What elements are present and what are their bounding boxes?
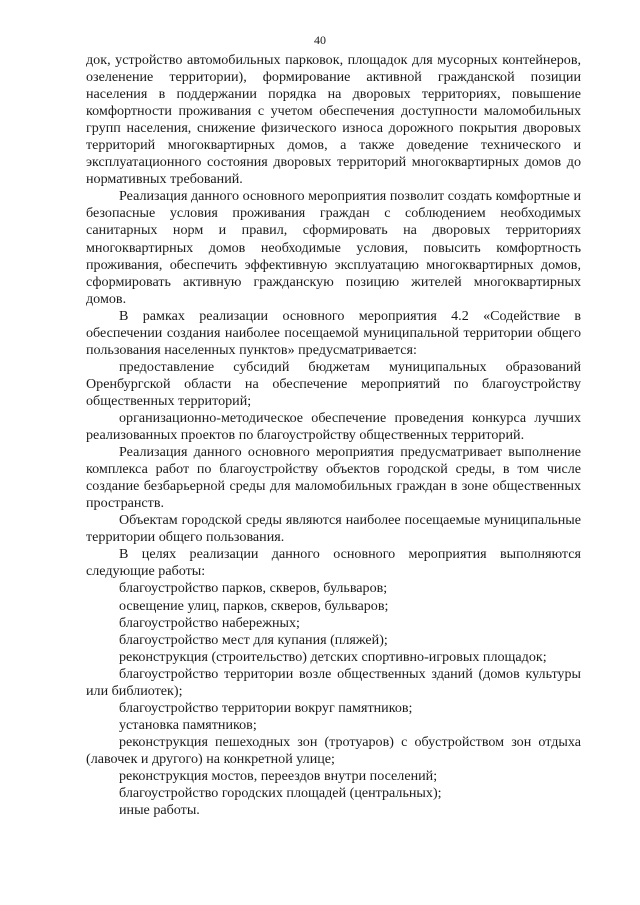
list-item: благоустройство парков, скверов, бульваров; (119, 580, 388, 597)
paragraph: В рамках реализации основного мероприятия 4.2 «Содействие в обеспечении создания наиболее посещаемой муниципальной территории общего пользования населенных пунктов» предусматривается: (86, 307, 581, 358)
paragraph: док, устройство автомобильных парковок, площадок для мусорных контейнеров, озеленение территории), формирование активной гражданской позиции населения в поддержании порядка на дворовых территориях, повышение комфортности проживания с учетом обеспечения доступности маломобильных групп населения, снижение физического износа дорожного покрытия дворовых территорий многоквартирных домов, а также доведение технического и эксплуатационного состояния дворовых территорий многоквартирных домов до нормативных требований. (86, 52, 581, 188)
list-item: освещение улиц, парков, скверов, бульваров; (119, 597, 389, 614)
list-item: благоустройство городских площадей (центральных); (119, 785, 442, 802)
list-item: благоустройство мест для купания (пляжей); (119, 631, 388, 648)
paragraph: В целях реализации данного основного мероприятия выполняются следующие работы: (86, 546, 581, 580)
paragraph: организационно-методическое обеспечение проведения конкурса лучших реализованных проектов по благоустройству общественных территорий. (86, 409, 581, 444)
work-list (86, 580, 581, 819)
list-item: благоустройство территории возле общественных зданий (домов культуры или библиотек); (86, 665, 581, 699)
page-number: 40 (314, 33, 326, 47)
paragraph: Реализация данного основного мероприятия позволит создать комфортные и безопасные условия проживания граждан с соблюдением необходимых санитарных норм и правил, сформировать на дворовых территориях многоквартирных домов необходимые условия, повысить комфортность проживания, обеспечить эффективную эксплуатацию многоквартирных домов, сформировать активную гражданскую позицию жителей многоквартирных домов. (86, 188, 581, 307)
list-item: установка памятников; (119, 716, 257, 733)
list-item: реконструкция мостов, переездов внутри поселений; (119, 767, 438, 784)
paragraph: Реализация данного основного мероприятия предусматривает выполнение комплекса работ по благоустройству объектов городской среды, в том числе создание безбарьерной среды для маломобильных граждан в зоне общественных пространств. (86, 444, 581, 512)
list-item: реконструкция пешеходных зон (тротуаров) с обустройством зон отдыха (лавочек и другого) на конкретной улице; (86, 733, 581, 767)
list-item: благоустройство территории вокруг памятников; (119, 699, 413, 716)
list-item: иные работы. (119, 802, 200, 819)
list-item: благоустройство набережных; (119, 614, 300, 631)
list-item: реконструкция (строительство) детских спортивно-игровых площадок; (119, 648, 547, 665)
document-body (86, 52, 581, 819)
paragraph: Объектам городской среды являются наиболее посещаемые муниципальные территории общего пользования. (86, 512, 581, 546)
paragraph: предоставление субсидий бюджетам муниципальных образований Оренбургской области на обеспечение мероприятий по благоустройству общественных территорий; (86, 358, 581, 409)
